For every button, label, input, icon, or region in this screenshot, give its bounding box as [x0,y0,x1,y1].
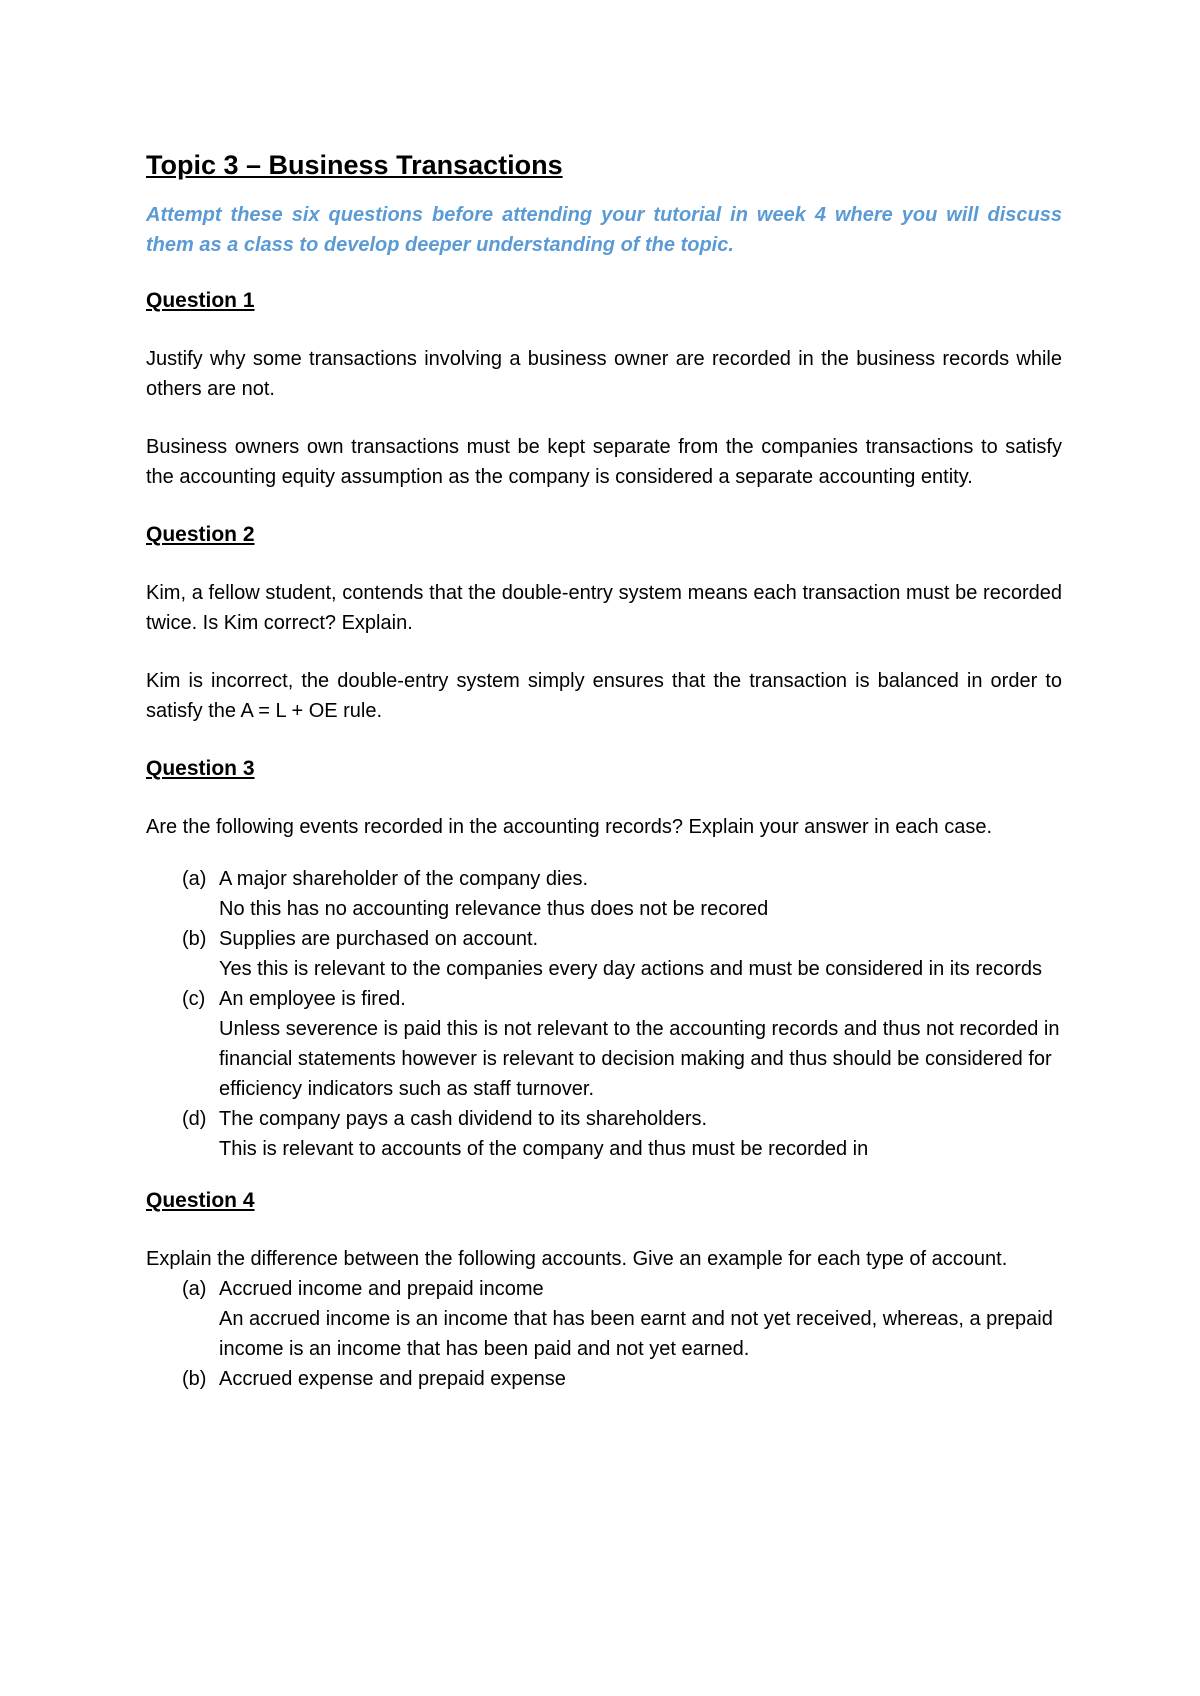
sub-question-answer: No this has no accounting relevance thus does not be recored [219,898,769,920]
list-marker: (b) [182,928,207,950]
sub-question-text: An employee is fired. [219,988,406,1010]
page-title: Topic 3 – Business Transactions [146,150,563,180]
question-heading: Question 4 [146,1189,255,1212]
list-item [146,1364,1062,1394]
question-prompt: Are the following events recorded in the accounting records? Explain your answer in each case. [146,816,993,838]
list-marker: (c) [182,988,206,1010]
sub-question-text: A major shareholder of the company dies. [219,868,589,890]
list-marker: (a) [182,868,207,890]
sub-question-answer: This is relevant to accounts of the company and thus must be recorded in [219,1138,869,1160]
list-marker: (b) [182,1368,207,1390]
list-item [146,984,1062,1104]
sub-question-answer: Unless severence is paid this is not relevant to the accounting records and thus not recorded in financial statements however is relevant to decision making and thus should be considered for efficiency indicators such as staff turnover. [219,1018,1060,1100]
sub-question-list [146,864,1062,1164]
sub-question-list [146,1274,1062,1394]
sub-question-text: Accrued income and prepaid income [219,1278,544,1300]
question-prompt: Kim, a fellow student, contends that the double-entry system means each transaction must be recorded twice. Is Kim correct? Explain. [146,582,1062,634]
question-1 [146,286,1062,492]
question-prompt: Justify why some transactions involving a business owner are recorded in the business records while others are not. [146,348,1062,400]
question-3 [146,754,1062,1164]
question-answer: Business owners own transactions must be kept separate from the companies transactions to satisfy the accounting equity assumption as the company is considered a separate accounting entity. [146,436,1062,488]
sub-question-answer: An accrued income is an income that has been earnt and not yet received, whereas, a prepaid income is an income that has been paid and not yet earned. [219,1308,1053,1360]
sub-question-text: Supplies are purchased on account. [219,928,539,950]
question-heading: Question 2 [146,523,255,546]
list-item [146,864,1062,924]
list-item [146,924,1062,984]
list-marker: (a) [182,1278,207,1300]
intro-instructions: Attempt these six questions before attending your tutorial in week 4 where you will discuss them as a class to develop deeper understanding of the topic. [146,204,1062,256]
sub-question-answer: Yes this is relevant to the companies every day actions and must be considered in its records [219,958,1043,980]
list-marker: (d) [182,1108,207,1130]
question-heading: Question 1 [146,289,255,312]
question-prompt: Explain the difference between the following accounts. Give an example for each type of account. [146,1248,1008,1270]
list-item [146,1274,1062,1364]
sub-question-text: The company pays a cash dividend to its shareholders. [219,1108,708,1130]
sub-question-text: Accrued expense and prepaid expense [219,1368,566,1390]
question-heading: Question 3 [146,757,255,780]
question-2 [146,520,1062,726]
list-item [146,1104,1062,1164]
question-answer: Kim is incorrect, the double-entry system simply ensures that the transaction is balanced in order to satisfy the A = L + OE rule. [146,670,1062,722]
question-4 [146,1186,1062,1394]
